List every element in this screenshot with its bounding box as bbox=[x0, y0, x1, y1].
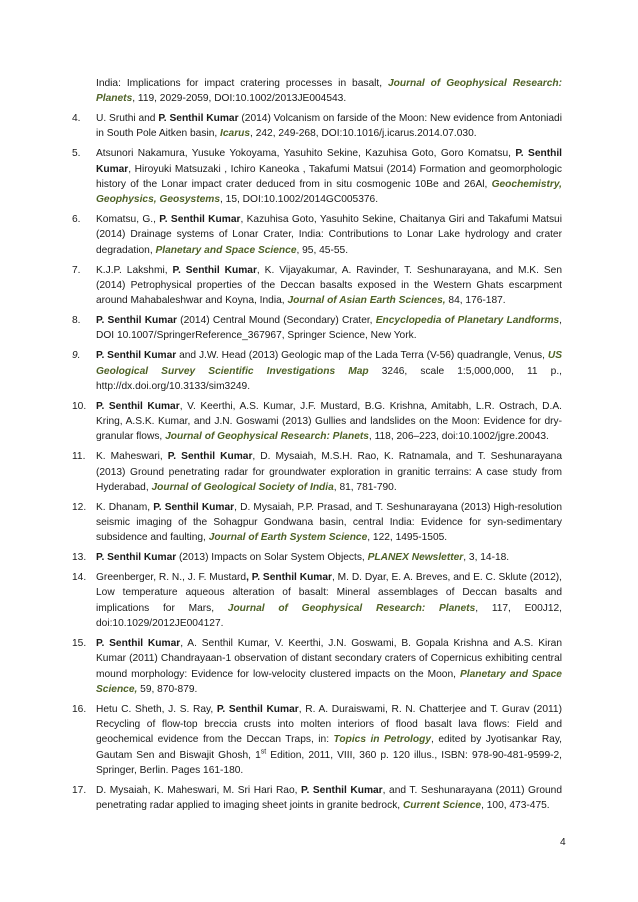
reference-item bbox=[72, 702, 563, 778]
ref-text: , 118, 206–223, doi:10.1002/jgre.20043. bbox=[368, 431, 549, 443]
journal-link[interactable]: US Geological Survey Scientific Investigations Map bbox=[96, 350, 562, 377]
ref-text: (2013) Impacts on Solar System Objects, bbox=[176, 552, 368, 564]
reference-item bbox=[72, 212, 562, 258]
ref-text: , V. Keerthi, A.S. Kumar, J.F. Mustard, B.G. Krishna, Amitabh, L.R. Ostrach, D.A. Kring, A.S.K. Kumar, and J.N. Goswami (2013) Gullies and landslides on the Moon: Evidence for dry-granular flows, bbox=[96, 400, 562, 443]
journal-link[interactable]: PLANEX Newsletter bbox=[367, 552, 464, 564]
ref-text: 59, 870-879. bbox=[137, 683, 198, 695]
ref-text: Atsunori Nakamura, Yusuke Yokoyama, Yasuhito Sekine, Kazuhisa Goto, Goro Komatsu, bbox=[96, 148, 516, 160]
ref-text: , DOI 10.1007/SpringerReference_367967, Springer Science, New York. bbox=[96, 315, 563, 342]
ref-text: , 117, E00J12, doi:10.1029/2012JE004127. bbox=[96, 602, 563, 630]
journal-link[interactable]: Journal of Geological Society of India bbox=[151, 481, 334, 493]
reference-item bbox=[72, 399, 562, 445]
ref-text: India: Implications for impact cratering processes in basalt, bbox=[96, 78, 388, 89]
reference-list bbox=[72, 76, 563, 818]
ref-text: , A. Senthil Kumar, V. Keerthi, J.N. Goswami, B. Gopala Krishna and A.S. Kiran Kumar (2011) Chandrayaan-1 observation of distant secondary craters of Copernicus exhibiting central mound morphology: Evidence for low-velocity clustered impacts on the Moon, bbox=[96, 637, 562, 680]
ref-text: , D. Mysaiah, M.S.H. Rao, K. Ratnamala, and T. Seshunarayana (2013) Ground penetrating radar for groundwater exploration in granitic terrains: A case study from Hyderabad, bbox=[96, 451, 563, 493]
reference-item bbox=[72, 313, 563, 344]
reference-item bbox=[72, 500, 563, 546]
journal-link[interactable]: Encyclopedia of Planetary Landforms bbox=[375, 315, 560, 327]
ref-text: and J.W. Head (2013) Geologic map of the Lada Terra (V-56) quadrangle, Venus, bbox=[176, 350, 548, 362]
ref-text: , 81, 781-790. bbox=[333, 481, 397, 493]
ref-text: , M. D. Dyar, E. A. Breves, and E. C. Sklute (2012), Low temperature aqueous alteration of basalt: Mineral assemblages of Deccan basalts and implications for Mars, bbox=[96, 572, 562, 614]
ref-number: 13. bbox=[72, 552, 87, 564]
ref-text: K. Maheswari, bbox=[96, 451, 168, 463]
ref-text: , D. Mysaiah, P.P. Prasad, and T. Seshunarayana (2013) High-resolution seismic imaging of the Sohagpur Gondwana basin, central India: Evidence for syn-sedimentary subsidence and faulting, bbox=[96, 501, 563, 544]
author-name: P. Senthil Kumar bbox=[96, 148, 562, 175]
author-name: P. Senthil Kumar bbox=[172, 264, 257, 276]
journal-link[interactable]: Journal of Earth System Science bbox=[208, 532, 368, 544]
ref-number: 17. bbox=[72, 784, 87, 796]
ref-text: , Kazuhisa Goto, Yasuhito Sekine, Chaitanya Giri and Takafumi Matsui (2014) Drainage systems of Lonar Crater, India: Contributions to Lonar Lake hydrology and crater degradation, bbox=[96, 214, 562, 256]
journal-link[interactable]: Current Science bbox=[402, 800, 482, 812]
ref-number: 14. bbox=[72, 572, 87, 584]
reference-item bbox=[72, 550, 562, 565]
superscript: st bbox=[260, 748, 267, 756]
ref-text: , 122, 1495-1505. bbox=[367, 532, 448, 544]
ref-number: 10. bbox=[72, 400, 87, 412]
reference-item bbox=[72, 783, 562, 814]
ref-text: U. Sruthi and bbox=[96, 113, 159, 125]
author-name: P. Senthil Kumar bbox=[301, 784, 383, 796]
ref-text: , 15, DOI:10.1002/2014GC005376. bbox=[220, 194, 379, 206]
journal-link[interactable]: Planetary and Space Science bbox=[155, 244, 297, 256]
journal-link[interactable]: Journal of Asian Earth Sciences, bbox=[287, 295, 446, 307]
journal-link[interactable]: Topics in Petrology bbox=[333, 734, 431, 746]
ref-number: 6. bbox=[72, 214, 81, 226]
ref-number: 9. bbox=[72, 350, 81, 362]
ref-number: 8. bbox=[72, 315, 81, 327]
ref-text: Hetu C. Sheth, J. S. Ray, bbox=[96, 703, 217, 715]
ref-text: Komatsu, G., bbox=[96, 214, 160, 226]
ref-text: (2014) Central Mound (Secondary) Crater, bbox=[176, 315, 376, 327]
ref-number: 11. bbox=[72, 451, 86, 463]
ref-number: 4. bbox=[72, 113, 81, 125]
author-name: P. Senthil Kumar bbox=[153, 501, 235, 513]
ref-number: 16. bbox=[72, 703, 87, 715]
author-name: , P. Senthil Kumar bbox=[246, 572, 332, 584]
reference-item bbox=[72, 449, 563, 495]
reference-item bbox=[72, 263, 562, 309]
journal-link[interactable]: Geochemistry, Geophysics, Geosystems bbox=[96, 178, 562, 206]
reference-item bbox=[72, 348, 563, 394]
page-number: 4 bbox=[560, 837, 566, 848]
journal-link[interactable]: Journal of Geophysical Research: Planets bbox=[165, 431, 369, 443]
ref-number: 15. bbox=[72, 637, 87, 649]
ref-text: , 100, 473-475. bbox=[481, 800, 550, 812]
ref-number: 7. bbox=[72, 264, 81, 276]
author-name: P. Senthil Kumar bbox=[96, 315, 177, 327]
ref-text: Greenberger, R. N., J. F. Mustard bbox=[96, 572, 247, 584]
reference-item bbox=[72, 570, 563, 631]
ref-text: Edition, 2011, VIII, 360 p. 120 illus., ISBN: 978-90-481-9599-2, Springer, Berlin. Pages 161-180. bbox=[96, 749, 562, 776]
reference-item bbox=[72, 636, 562, 697]
ref-text: , edited by Jyotisankar Ray, Gautam Sen and Biswajit Ghosh, 1 bbox=[96, 734, 563, 761]
ref-text: 84, 176-187. bbox=[445, 295, 506, 307]
ref-text: K.J.P. Lakshmi, bbox=[96, 264, 173, 276]
ref-text: , and T. Seshunarayana (2011) Ground penetrating radar applied to imaging sheet joints in granite bedrock, bbox=[96, 784, 562, 812]
ref-text: , 95, 45-55. bbox=[296, 244, 349, 256]
ref-text: , R. A. Duraiswami, R. N. Chatterjee and T. Gurav (2011) Recycling of flow-top breccia crusts into molten interiors of flood basalt lava flows: Field and geochemical evidence from the Deccan Traps, in: bbox=[96, 703, 562, 746]
author-name: P. Senthil Kumar bbox=[96, 350, 177, 362]
ref-number: 12. bbox=[72, 501, 87, 513]
ref-text: D. Mysaiah, K. Maheswari, M. Sri Hari Rao, bbox=[96, 784, 302, 796]
author-name: P. Senthil Kumar bbox=[216, 703, 299, 715]
ref-text: , Hiroyuki Matsuzaki , Ichiro Kaneoka , Takafumi Matsui (2014) Formation and geomorphologic history of the Lonar impact crater deduced from in situ cosmogenic 10Be and 26Al, bbox=[96, 163, 562, 190]
author-name: P. Senthil Kumar bbox=[167, 451, 253, 463]
reference-item bbox=[72, 111, 562, 142]
ref-number: 5. bbox=[72, 148, 81, 160]
ref-text: K. Dhanam, bbox=[96, 501, 154, 513]
journal-link[interactable]: Journal of Geophysical Research: Planets bbox=[227, 602, 476, 614]
author-name: P. Senthil Kumar bbox=[96, 637, 181, 649]
ref-text: , K. Vijayakumar, A. Ravinder, T. Seshunarayana, and M.K. Sen (2014) Petrophysical properties of the Deccan basalts exposed in the Western Ghats escarpment around Mahabaleshwar and Koyna, India, bbox=[96, 264, 562, 307]
reference-continuation bbox=[84, 76, 562, 107]
ref-text: 3246, scale 1:5,000,000, 11 p., http://dx.doi.org/10.3133/sim3249. bbox=[96, 365, 563, 392]
journal-link[interactable]: Icarus bbox=[220, 128, 251, 140]
ref-text: , 3, 14-18. bbox=[463, 552, 510, 564]
ref-text: , 242, 249-268, DOI:10.1016/j.icarus.2014.07.030. bbox=[250, 128, 477, 140]
ref-text: , 119, 2029-2059, DOI:10.1002/2013JE004543. bbox=[132, 93, 347, 105]
author-name: P. Senthil Kumar bbox=[158, 113, 239, 125]
author-name: P. Senthil Kumar bbox=[96, 552, 177, 564]
author-name: P. Senthil Kumar bbox=[159, 214, 241, 226]
journal-link[interactable]: Planetary and Space Science, bbox=[96, 668, 562, 695]
ref-text: (2014) Volcanism on farside of the Moon: New evidence from Antoniadi in South Pole Aitken basin, bbox=[96, 113, 562, 140]
reference-item bbox=[72, 146, 562, 207]
journal-link[interactable]: Journal of Geophysical Research: Planets bbox=[96, 78, 562, 105]
author-name: P. Senthil Kumar bbox=[96, 400, 180, 412]
